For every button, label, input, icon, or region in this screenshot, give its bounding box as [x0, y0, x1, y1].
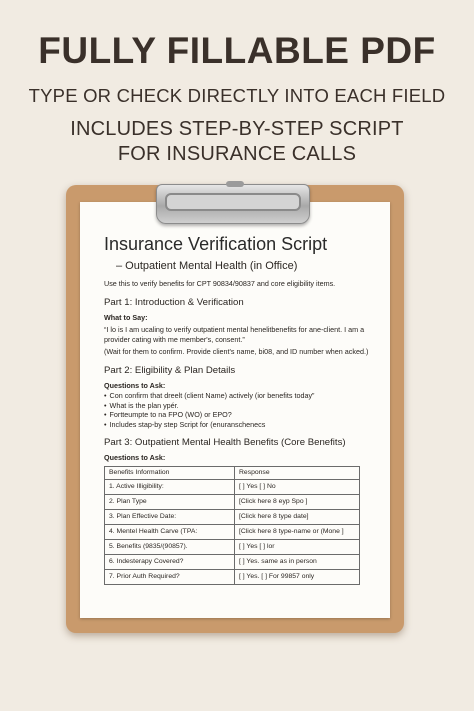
response-field[interactable]: [Click here 8 type date] — [235, 509, 360, 524]
headline-feature-line-2: FOR INSURANCE CALLS — [117, 143, 357, 165]
part2-question-list — [104, 391, 374, 429]
document-page — [80, 202, 390, 618]
headline-title: FULLY FILLABLE PDF — [38, 30, 436, 71]
benefits-table — [104, 466, 360, 585]
benefit-label: 1. Active Illigibility: — [105, 479, 235, 494]
list-item: • Con confirm that dreelt (client Name) actively (ior benefits today” — [104, 391, 374, 401]
clipboard-clip-icon — [156, 184, 310, 224]
headline-feature-line-1: INCLUDES STEP-BY-STEP SCRIPT — [70, 118, 404, 140]
table-row — [105, 524, 360, 539]
benefit-label: 2. Plan Type — [105, 494, 235, 509]
benefit-label: 3. Plan Effective Date: — [105, 509, 235, 524]
table-row — [105, 539, 360, 554]
benefit-label: 6. Indesterapy Covered? — [105, 554, 235, 569]
document-body — [104, 234, 374, 585]
list-item: • What is the plan ypér. — [104, 401, 374, 411]
list-item: • Fortteumpte to na FPO (WO) or EPO? — [104, 410, 374, 420]
column-header-response: Response — [235, 466, 360, 479]
part3-label: Questions to Ask: — [104, 453, 166, 462]
response-field[interactable]: [ ] Yes. [ ] For 99857 only — [235, 569, 360, 584]
part2-label: Questions to Ask: — [104, 380, 166, 390]
response-field[interactable]: [ ] Yes [ ] No — [235, 479, 360, 494]
table-row — [105, 479, 360, 494]
document-intro: Use this to verify benefits for CPT 90834/90837 and core eligibility items. — [104, 279, 336, 288]
part1-note: (Wait for them to confirm. Provide client's name, bi08, and ID number when acked.) — [104, 347, 369, 356]
benefit-label: 7. Prior Auth Required? — [105, 569, 235, 584]
response-field[interactable]: [ ] Yes [ ] lor — [235, 539, 360, 554]
table-row — [105, 494, 360, 509]
part1-heading: Part 1: Introduction & Verification — [104, 296, 244, 308]
part1-label: What to Say: — [104, 312, 148, 322]
table-row — [105, 554, 360, 569]
benefit-label: 4. Mentel Health Carve (TPA: — [105, 524, 235, 539]
clip-rivet-icon — [226, 181, 244, 187]
column-header-benefits: Benefits Information — [105, 466, 235, 479]
part1-quote: “I lo is I am ucaling to verify outpatient mental henelitbenefits for ane-client. I am a provider cating with me member's, consent.” — [104, 325, 365, 344]
list-item: • Includes stap-by step Script for (enuranschenecs — [104, 420, 374, 430]
response-field[interactable]: [Click here 8 eyp Spo ] — [235, 494, 360, 509]
headline-subtitle: TYPE OR CHECK DIRECTLY INTO EACH FIELD — [28, 85, 446, 106]
response-field[interactable]: [Click here 8 type-name or (Mone ] — [235, 524, 360, 539]
table-row — [105, 509, 360, 524]
clip-window — [165, 193, 301, 211]
benefit-label: 5. Benefits (9835/(90857). — [105, 539, 235, 554]
document-title: Insurance Verification Script — [104, 234, 328, 254]
response-field[interactable]: [ ] Yes. same as in person — [235, 554, 360, 569]
document-subtitle: – Outpatient Mental Health (in Office) — [116, 260, 298, 272]
table-header-row — [105, 466, 360, 479]
part2-heading: Part 2: Eligibility & Plan Details — [104, 364, 236, 376]
table-row — [105, 569, 360, 584]
part3-heading: Part 3: Outpatient Mental Health Benefits (Core Benefits) — [104, 437, 346, 448]
